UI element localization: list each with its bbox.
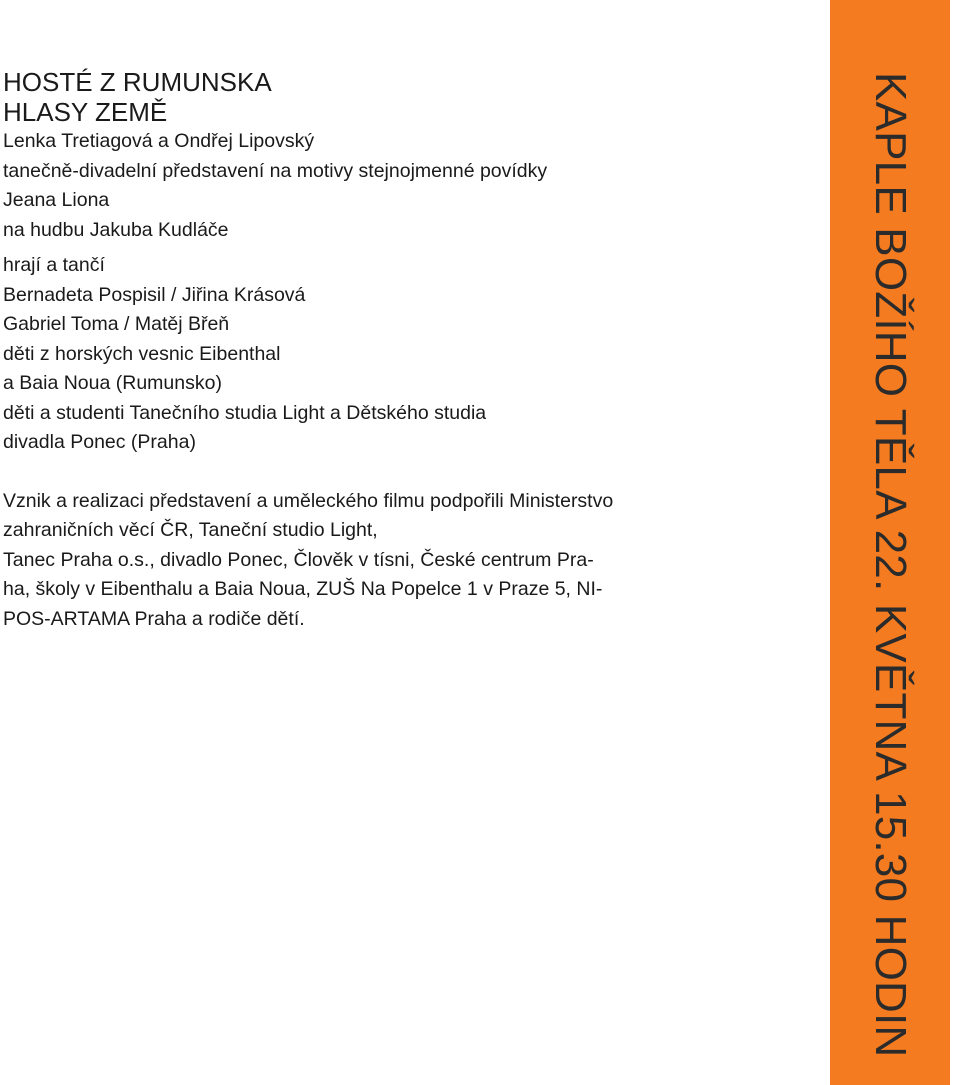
event-title: HLASY ZEMĚ xyxy=(3,97,168,127)
intro-line: na hudbu Jakuba Kudláče xyxy=(3,218,229,241)
support-line: zahraničních věcí ČR, Taneční studio Light, xyxy=(3,519,378,541)
support-line: ha, školy v Eibenthalu a Baia Noua, ZUŠ Na Popelce 1 v Praze 5, NI- xyxy=(3,578,603,600)
cast-line: a Baia Noua (Rumunsko) xyxy=(3,372,222,394)
venue-sidebar xyxy=(830,0,950,1085)
spacer xyxy=(3,458,803,487)
cast-line: hrají a tančí xyxy=(3,254,105,276)
support-line: POS-ARTAMA Praha a rodiče dětí. xyxy=(3,607,305,630)
cast-block xyxy=(3,251,803,458)
intro-line: Lenka Tretiagová a Ondřej Lipovský xyxy=(3,130,315,152)
cast-line: divadla Ponec (Praha) xyxy=(3,431,196,453)
intro-line: tanečně-divadelní představení na motivy stejnojmenné povídky xyxy=(3,159,548,182)
cast-line: děti z horských vesnic Eibenthal xyxy=(3,342,281,365)
support-block xyxy=(3,487,803,635)
support-line: Tanec Praha o.s., divadlo Ponec, Člověk v tísni, České centrum Pra- xyxy=(3,548,594,571)
event-heading-origin: HOSTÉ Z RUMUNSKA xyxy=(3,67,272,97)
cast-line: Gabriel Toma / Matěj Břeň xyxy=(3,313,230,335)
support-line: Vznik a realizaci představení a uměleckého filmu podpořili Ministerstvo xyxy=(3,489,614,512)
cast-line: děti a studenti Tanečního studia Light a Dětského studia xyxy=(3,401,487,424)
intro-block xyxy=(3,127,803,245)
venue-date-time: KAPLE BOŽÍHO TĚLA 22. KVĚTNA 15.30 HODIN xyxy=(866,72,915,1058)
event-description xyxy=(3,67,803,634)
intro-line: Jeana Liona xyxy=(3,189,110,211)
cast-line: Bernadeta Pospisil / Jiřina Krásová xyxy=(3,283,306,306)
